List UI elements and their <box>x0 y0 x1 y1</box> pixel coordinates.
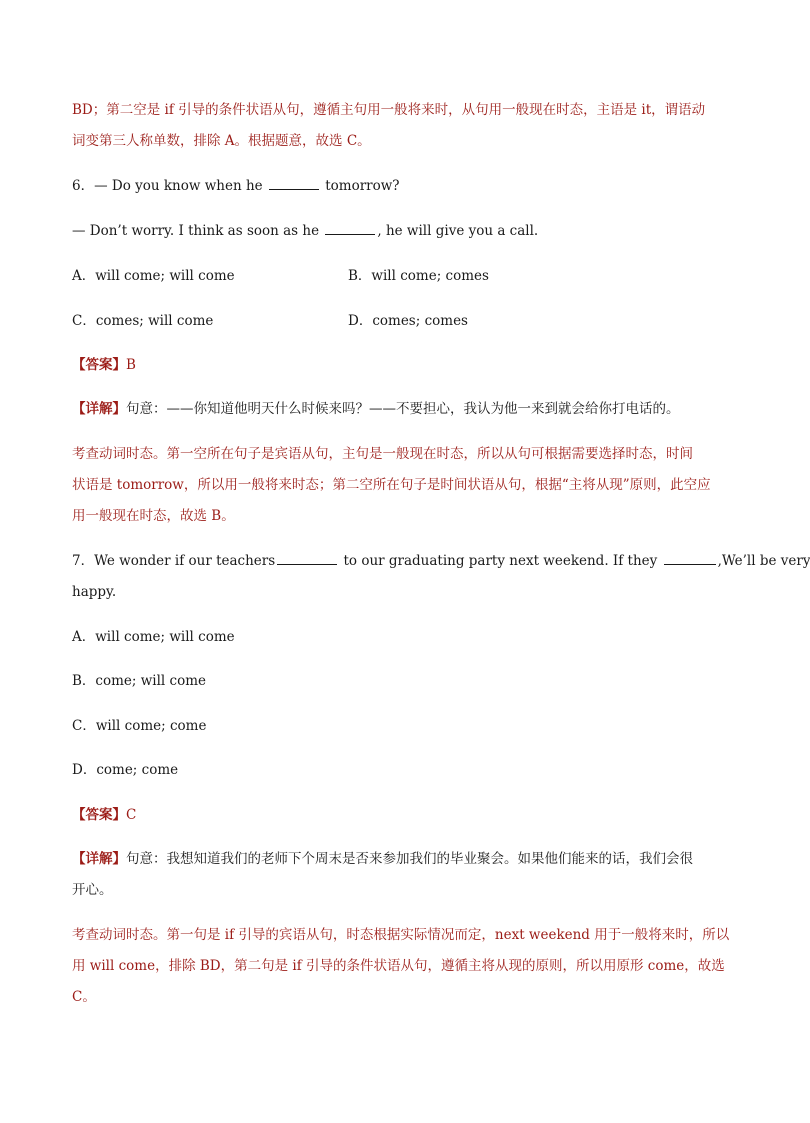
detail-tag: 【详解】 <box>72 401 126 417</box>
question-6-line-2 <box>72 221 538 241</box>
question-text: , he will give you a call. <box>377 223 539 239</box>
question-text: — Do you know when he <box>94 178 263 194</box>
answer-blank <box>269 176 319 190</box>
answer-blank <box>664 551 716 565</box>
detail-line <box>72 849 693 869</box>
question-text: We wonder if our teachers <box>94 553 276 569</box>
option-label: A． <box>72 629 96 645</box>
question-6-line-1 <box>72 176 400 196</box>
answer-tag: 【答案】 <box>72 807 126 823</box>
option-label: C． <box>72 313 96 329</box>
question-text: tomorrow? <box>325 178 400 194</box>
option-text: come; will come <box>95 673 207 689</box>
option-c <box>72 311 213 331</box>
option-label: C． <box>72 718 96 734</box>
option-text: will come; will come <box>95 268 235 284</box>
answer-line <box>72 805 136 825</box>
option-d <box>348 311 468 331</box>
option-a <box>72 627 235 647</box>
question-7-line-2: happy. <box>72 584 117 600</box>
question-number: 7． <box>72 553 95 569</box>
detail-line: 开心。 <box>72 882 113 898</box>
option-c <box>72 716 206 736</box>
option-text: will come; come <box>95 718 207 734</box>
detail-line: C。 <box>72 989 96 1005</box>
question-7-line-1 <box>72 551 810 571</box>
explanation-line: BD；第二空是 if 引导的条件状语从句，遵循主句用一般将来时，从句用一般现在时态，主语是 it，谓语动 <box>72 102 706 118</box>
answer-blank <box>325 221 375 235</box>
detail-line: 考查动词时态。第一空所在句子是宾语从句，主句是一般现在时态，所以从句可根据需要选择时态，时间 <box>72 446 693 462</box>
option-text: will come; will come <box>95 629 235 645</box>
explanation-line: 词变第三人称单数，排除 A。根据题意，故选 C。 <box>72 133 371 149</box>
answer-tag: 【答案】 <box>72 357 126 373</box>
detail-line: 用 will come，排除 BD，第二句是 if 引导的条件状语从句，遵循主将从现的原则，所以用原形 come，故选 <box>72 958 725 974</box>
answer-blank <box>277 551 337 565</box>
option-text: come; come <box>96 762 179 778</box>
answer-value: C <box>126 807 137 823</box>
question-text: ,We’ll be very <box>717 553 810 569</box>
option-b <box>348 266 489 286</box>
answer-value: B <box>126 357 136 373</box>
question-text: to our graduating party next weekend. If they <box>343 553 658 569</box>
detail-line: 考查动词时态。第一句是 if 引导的宾语从句，时态根据实际情况而定，next weekend 用于一般将来时，所以 <box>72 927 730 943</box>
detail-line <box>72 399 680 419</box>
option-label: A． <box>72 268 96 284</box>
detail-tag: 【详解】 <box>72 851 126 867</box>
option-a <box>72 266 235 286</box>
question-text: — Don’t worry. I think as soon as he <box>72 223 320 239</box>
option-b <box>72 671 206 691</box>
question-number: 6． <box>72 178 95 194</box>
option-text: will come; comes <box>371 268 489 284</box>
detail-text: 句意：我想知道我们的老师下个周末是否来参加我们的毕业聚会。如果他们能来的话，我们会很 <box>126 851 693 867</box>
detail-text: 句意：——你知道他明天什么时候来吗？——不要担心，我认为他一来到就会给你打电话的。 <box>126 401 680 417</box>
detail-line: 用一般现在时态，故选 B。 <box>72 508 235 524</box>
option-text: comes; comes <box>372 313 468 329</box>
detail-line: 状语是 tomorrow，所以用一般将来时态；第二空所在句子是时间状语从句，根据“主将从现”原则，此空应 <box>72 477 711 493</box>
option-text: comes; will come <box>95 313 214 329</box>
option-label: B． <box>72 673 96 689</box>
option-label: D． <box>72 762 97 778</box>
answer-line <box>72 355 136 375</box>
option-label: D． <box>348 313 373 329</box>
option-d <box>72 760 178 780</box>
option-label: B． <box>348 268 372 284</box>
